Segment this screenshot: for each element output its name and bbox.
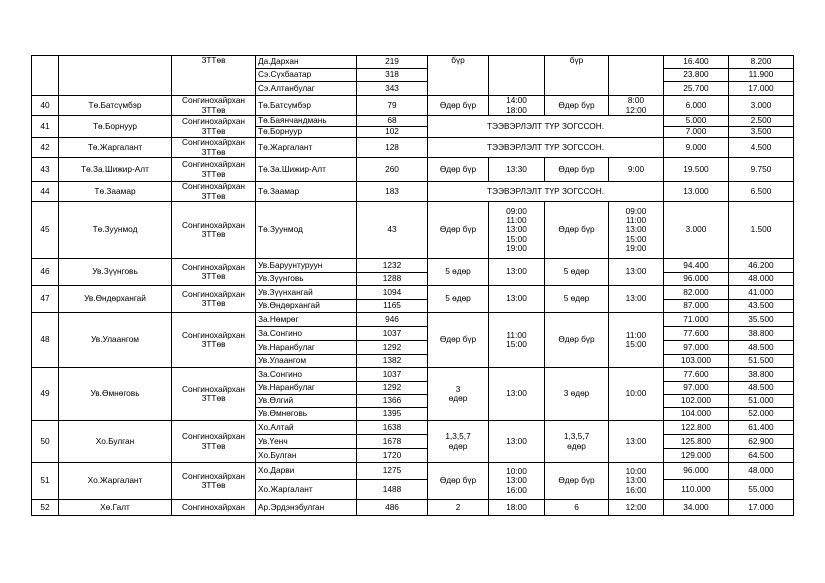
destination-cell: Ув.Өндөрхангай	[256, 300, 357, 313]
price-adult-cell: 77.600	[664, 368, 729, 382]
route-name-cell: Ув.Өмнөговь	[59, 368, 172, 421]
price-child-cell: 38.800	[729, 327, 794, 341]
return-days-cell: 5 өдөр	[545, 286, 609, 313]
price-adult-cell: 23.800	[664, 69, 729, 82]
departure-cell: 13:00	[489, 421, 545, 463]
distance-cell: 1232	[357, 259, 428, 273]
table-row	[32, 182, 794, 202]
price-adult-cell: 16.400	[664, 56, 729, 69]
terminal-cell: Сонгинохайрхан	[172, 500, 256, 516]
return-departure-cell: 09:00 11:00 13:00 15:00 19:00	[609, 202, 664, 259]
distance-cell: 486	[357, 500, 428, 516]
distance-cell: 1678	[357, 435, 428, 449]
destination-cell: Ув.Наранбулаг	[256, 341, 357, 355]
route-number-cell: 49	[32, 368, 59, 421]
price-adult-cell: 34.000	[664, 500, 729, 516]
frequency-cell: Өдөр бүр	[428, 202, 489, 259]
terminal-cell: Сонгинохайрхан ЗТТөв	[172, 116, 256, 138]
distance-cell: 1488	[357, 480, 428, 500]
destination-cell: Ув.Улаангом	[256, 355, 357, 368]
destination-cell: Тө.Батсүмбэр	[256, 96, 357, 116]
return-departure-cell: 12:00	[609, 500, 664, 516]
price-child-cell: 6.500	[729, 182, 794, 202]
distance-cell: 79	[357, 96, 428, 116]
price-child-cell: 11.900	[729, 69, 794, 82]
price-adult-cell: 19.500	[664, 158, 729, 182]
distance-cell: 343	[357, 82, 428, 96]
route-name-cell: Хо.Булган	[59, 421, 172, 463]
route-name-cell	[59, 56, 172, 96]
suspended-note-cell: ТЭЭВЭРЛЭЛТ ТҮР ЗОГССОН.	[428, 138, 664, 158]
table-row	[32, 202, 794, 259]
route-number-cell: 43	[32, 158, 59, 182]
price-child-cell: 4.500	[729, 138, 794, 158]
table-row	[32, 138, 794, 158]
price-adult-cell: 6.000	[664, 96, 729, 116]
departure-cell: 13:00	[489, 368, 545, 421]
price-child-cell: 48.500	[729, 382, 794, 395]
terminal-cell: Сонгинохайрхан ЗТТөв	[172, 138, 256, 158]
price-adult-cell: 103.000	[664, 355, 729, 368]
frequency-cell: 5 өдөр	[428, 259, 489, 286]
destination-cell: Хо.Алтай	[256, 421, 357, 435]
price-adult-cell: 97.000	[664, 341, 729, 355]
bus-schedule-table	[31, 55, 794, 516]
frequency-cell: 3 өдөр	[428, 368, 489, 421]
price-adult-cell: 5.000	[664, 116, 729, 127]
departure-cell: 13:00	[489, 286, 545, 313]
frequency-cell: Өдөр бүр	[428, 463, 489, 500]
price-child-cell: 61.400	[729, 421, 794, 435]
suspended-note-cell: ТЭЭВЭРЛЭЛТ ТҮР ЗОГССОН.	[428, 182, 664, 202]
price-child-cell: 62.900	[729, 435, 794, 449]
destination-cell: Тө.Жаргалант	[256, 138, 357, 158]
destination-cell: Ар.Эрдэнэбулган	[256, 500, 357, 516]
price-child-cell: 51.500	[729, 355, 794, 368]
distance-cell: 1395	[357, 408, 428, 421]
price-adult-cell: 7.000	[664, 127, 729, 138]
suspended-note-cell: ТЭЭВЭРЛЭЛТ ТҮР ЗОГССОН.	[428, 116, 664, 138]
return-days-cell: бүр	[545, 56, 609, 96]
table-row	[32, 368, 794, 382]
table-body	[32, 56, 794, 516]
price-child-cell: 48.000	[729, 273, 794, 286]
destination-cell: За.Нөмрөг	[256, 313, 357, 327]
route-number-cell: 46	[32, 259, 59, 286]
return-days-cell: Өдөр бүр	[545, 202, 609, 259]
distance-cell: 1638	[357, 421, 428, 435]
route-name-cell: Ув.Өндөрхангай	[59, 286, 172, 313]
return-departure-cell: 13:00	[609, 421, 664, 463]
price-child-cell: 8.200	[729, 56, 794, 69]
distance-cell: 1288	[357, 273, 428, 286]
departure-cell	[489, 56, 545, 96]
destination-cell: За.Сонгино	[256, 327, 357, 341]
price-child-cell: 48.000	[729, 463, 794, 480]
return-departure-cell: 8:00 12:00	[609, 96, 664, 116]
destination-cell: Тө.Борнуур	[256, 127, 357, 138]
return-departure-cell: 10:00 13:00 16:00	[609, 463, 664, 500]
price-child-cell: 38.800	[729, 368, 794, 382]
destination-cell: Ув.Өлгий	[256, 395, 357, 408]
table-row	[32, 259, 794, 273]
destination-cell: За.Сонгино	[256, 368, 357, 382]
price-adult-cell: 25.700	[664, 82, 729, 96]
table-row	[32, 96, 794, 116]
price-child-cell: 35.500	[729, 313, 794, 327]
return-departure-cell: 13:00	[609, 286, 664, 313]
price-child-cell: 52.000	[729, 408, 794, 421]
price-adult-cell: 94.400	[664, 259, 729, 273]
distance-cell: 43	[357, 202, 428, 259]
return-days-cell: 5 өдөр	[545, 259, 609, 286]
price-adult-cell: 104.000	[664, 408, 729, 421]
distance-cell: 260	[357, 158, 428, 182]
frequency-cell: бүр	[428, 56, 489, 96]
price-child-cell: 17.000	[729, 82, 794, 96]
distance-cell: 946	[357, 313, 428, 327]
terminal-cell: Сонгинохайрхан ЗТТөв	[172, 182, 256, 202]
price-adult-cell: 122.800	[664, 421, 729, 435]
frequency-cell: 1,3,5,7 өдөр	[428, 421, 489, 463]
route-name-cell: Хө.Галт	[59, 500, 172, 516]
destination-cell: Да.Дархан	[256, 56, 357, 69]
return-days-cell: Өдөр бүр	[545, 158, 609, 182]
price-child-cell: 64.500	[729, 449, 794, 463]
return-departure-cell	[609, 56, 664, 96]
price-child-cell: 3.000	[729, 96, 794, 116]
terminal-cell: Сонгинохайрхан ЗТТөв	[172, 368, 256, 421]
price-adult-cell: 87.000	[664, 300, 729, 313]
route-number-cell: 48	[32, 313, 59, 368]
table-row	[32, 463, 794, 480]
frequency-cell: Өдөр бүр	[428, 313, 489, 368]
route-name-cell: Тө.Батсүмбэр	[59, 96, 172, 116]
destination-cell: Тө.Заамар	[256, 182, 357, 202]
departure-cell: 13:30	[489, 158, 545, 182]
return-days-cell: 1,3,5,7 өдөр	[545, 421, 609, 463]
price-child-cell: 41.000	[729, 286, 794, 300]
table-row	[32, 421, 794, 435]
route-number-cell: 52	[32, 500, 59, 516]
route-number-cell: 45	[32, 202, 59, 259]
price-adult-cell: 96.000	[664, 273, 729, 286]
table-row	[32, 286, 794, 300]
route-name-cell: Тө.За.Шижир-Алт	[59, 158, 172, 182]
table-row	[32, 313, 794, 327]
destination-cell: Тө.За.Шижир-Алт	[256, 158, 357, 182]
distance-cell: 1165	[357, 300, 428, 313]
route-number-cell: 51	[32, 463, 59, 500]
distance-cell: 1720	[357, 449, 428, 463]
distance-cell: 68	[357, 116, 428, 127]
destination-cell: Хо.Жаргалант	[256, 480, 357, 500]
distance-cell: 1037	[357, 327, 428, 341]
return-departure-cell: 13:00	[609, 259, 664, 286]
price-child-cell: 46.200	[729, 259, 794, 273]
frequency-cell: 5 өдөр	[428, 286, 489, 313]
price-adult-cell: 97.000	[664, 382, 729, 395]
price-child-cell: 2.500	[729, 116, 794, 127]
frequency-cell: 2	[428, 500, 489, 516]
destination-cell: Сэ.Сүхбаатар	[256, 69, 357, 82]
return-days-cell: 6	[545, 500, 609, 516]
table-row	[32, 56, 794, 69]
departure-cell: 13:00	[489, 259, 545, 286]
terminal-cell: Сонгинохайрхан ЗТТөв	[172, 313, 256, 368]
price-child-cell: 43.500	[729, 300, 794, 313]
price-child-cell: 51.000	[729, 395, 794, 408]
terminal-cell: Сонгинохайрхан ЗТТөв	[172, 259, 256, 286]
price-adult-cell: 125.800	[664, 435, 729, 449]
price-adult-cell: 82.000	[664, 286, 729, 300]
distance-cell: 1037	[357, 368, 428, 382]
return-days-cell: Өдөр бүр	[545, 463, 609, 500]
terminal-cell: Сонгинохайрхан ЗТТөв	[172, 286, 256, 313]
distance-cell: 318	[357, 69, 428, 82]
distance-cell: 1292	[357, 341, 428, 355]
table-row	[32, 116, 794, 127]
terminal-cell: Сонгинохайрхан ЗТТөв	[172, 202, 256, 259]
departure-cell: 11:00 15:00	[489, 313, 545, 368]
route-name-cell: Тө.Борнуур	[59, 116, 172, 138]
terminal-cell: Сонгинохайрхан ЗТТөв	[172, 158, 256, 182]
distance-cell: 219	[357, 56, 428, 69]
price-child-cell: 17.000	[729, 500, 794, 516]
distance-cell: 1382	[357, 355, 428, 368]
destination-cell: Тө.Зуунмод	[256, 202, 357, 259]
route-name-cell: Тө.Заамар	[59, 182, 172, 202]
route-name-cell: Хо.Жаргалант	[59, 463, 172, 500]
price-child-cell: 48.500	[729, 341, 794, 355]
price-child-cell: 3.500	[729, 127, 794, 138]
price-adult-cell: 102.000	[664, 395, 729, 408]
frequency-cell: Өдөр бүр	[428, 96, 489, 116]
destination-cell: Хо.Дарви	[256, 463, 357, 480]
route-name-cell: Тө.Жаргалант	[59, 138, 172, 158]
terminal-cell: Сонгинохайрхан ЗТТөв	[172, 463, 256, 500]
destination-cell: Сэ.Алтанбулаг	[256, 82, 357, 96]
return-days-cell: Өдөр бүр	[545, 313, 609, 368]
distance-cell: 102	[357, 127, 428, 138]
route-number-cell: 42	[32, 138, 59, 158]
destination-cell: Ув.Зүүнхангай	[256, 286, 357, 300]
distance-cell: 1275	[357, 463, 428, 480]
departure-cell: 09:00 11:00 13:00 15:00 19:00	[489, 202, 545, 259]
route-name-cell: Ув.Зүүнговь	[59, 259, 172, 286]
distance-cell: 1094	[357, 286, 428, 300]
price-adult-cell: 96.000	[664, 463, 729, 480]
destination-cell: Ув.Үенч	[256, 435, 357, 449]
return-departure-cell: 11:00 15:00	[609, 313, 664, 368]
price-adult-cell: 129.000	[664, 449, 729, 463]
distance-cell: 183	[357, 182, 428, 202]
distance-cell: 128	[357, 138, 428, 158]
price-adult-cell: 77.600	[664, 327, 729, 341]
price-adult-cell: 71.000	[664, 313, 729, 327]
price-child-cell: 1.500	[729, 202, 794, 259]
table-row	[32, 158, 794, 182]
destination-cell: Хо.Булган	[256, 449, 357, 463]
table-row	[32, 500, 794, 516]
departure-cell: 14:00 18:00	[489, 96, 545, 116]
route-name-cell: Ув.Улаангом	[59, 313, 172, 368]
price-adult-cell: 110.000	[664, 480, 729, 500]
price-child-cell: 9.750	[729, 158, 794, 182]
return-departure-cell: 9:00	[609, 158, 664, 182]
return-departure-cell: 10:00	[609, 368, 664, 421]
return-days-cell: 3 өдөр	[545, 368, 609, 421]
route-name-cell: Тө.Зуунмод	[59, 202, 172, 259]
destination-cell: Ув.Наранбулаг	[256, 382, 357, 395]
distance-cell: 1366	[357, 395, 428, 408]
price-child-cell: 55.000	[729, 480, 794, 500]
route-number-cell: 47	[32, 286, 59, 313]
terminal-cell: Сонгинохайрхан ЗТТөв	[172, 96, 256, 116]
distance-cell: 1292	[357, 382, 428, 395]
destination-cell: Тө.Баянчандмань	[256, 116, 357, 127]
terminal-cell: ЗТТөв	[172, 56, 256, 96]
price-adult-cell: 3.000	[664, 202, 729, 259]
departure-cell: 10:00 13:00 16:00	[489, 463, 545, 500]
route-number-cell: 44	[32, 182, 59, 202]
price-adult-cell: 13.000	[664, 182, 729, 202]
destination-cell: Ув.Зүүнговь	[256, 273, 357, 286]
departure-cell: 18:00	[489, 500, 545, 516]
destination-cell: Ув.Баруунтуруун	[256, 259, 357, 273]
destination-cell: Ув.Өмнөговь	[256, 408, 357, 421]
return-days-cell: Өдөр бүр	[545, 96, 609, 116]
route-number-cell: 40	[32, 96, 59, 116]
route-number-cell: 41	[32, 116, 59, 138]
frequency-cell: Өдөр бүр	[428, 158, 489, 182]
route-number-cell	[32, 56, 59, 96]
route-number-cell: 50	[32, 421, 59, 463]
terminal-cell: Сонгинохайрхан ЗТТөв	[172, 421, 256, 463]
price-adult-cell: 9.000	[664, 138, 729, 158]
